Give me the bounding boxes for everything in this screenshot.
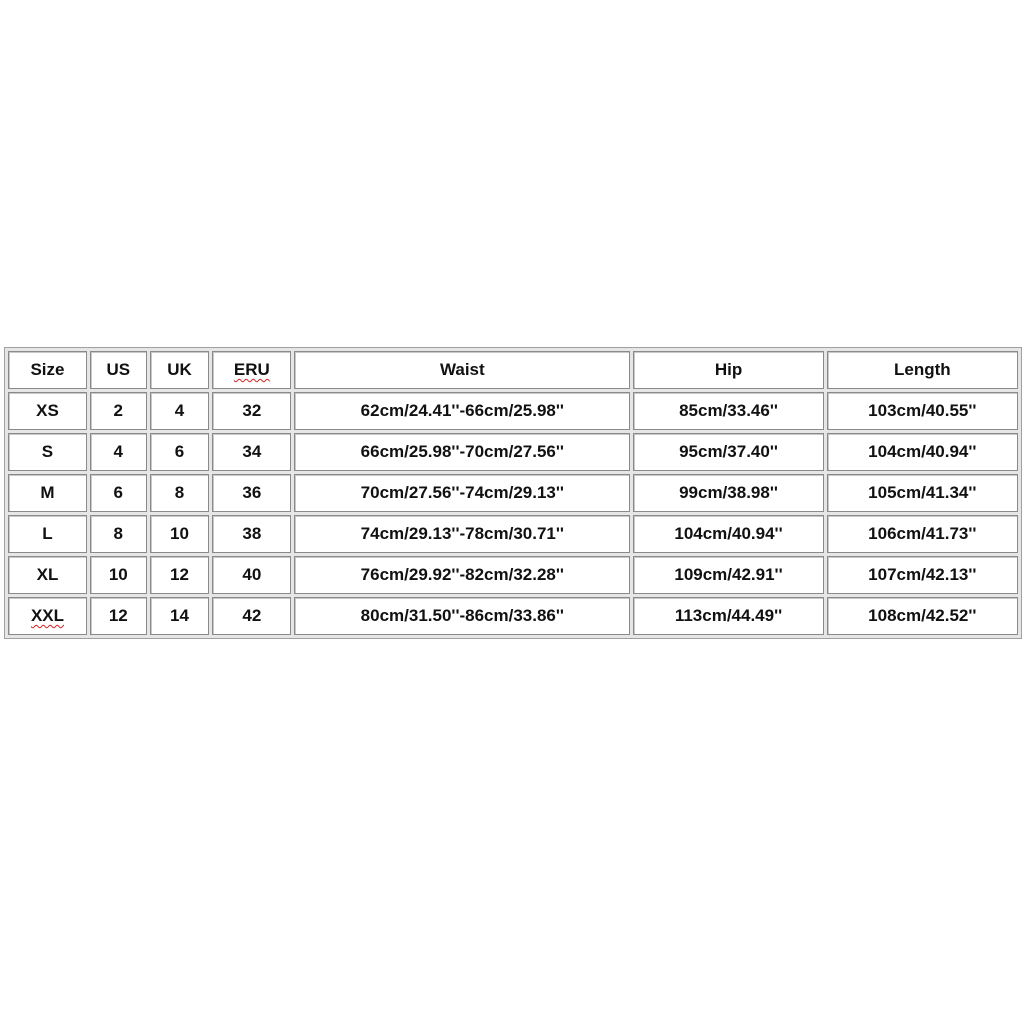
cell-length: 105cm/41.34''	[827, 474, 1018, 512]
cell-size: XL	[8, 556, 87, 594]
cell-waist: 74cm/29.13''-78cm/30.71''	[294, 515, 630, 553]
cell-uk: 12	[150, 556, 210, 594]
cell-size: XS	[8, 392, 87, 430]
header-eru	[212, 351, 291, 389]
header-length: Length	[827, 351, 1018, 389]
cell-hip: 104cm/40.94''	[633, 515, 823, 553]
cell-eru: 40	[212, 556, 291, 594]
cell-size: S	[8, 433, 87, 471]
header-eru-label: ERU	[233, 360, 270, 379]
cell-us: 12	[90, 597, 147, 635]
size-chart-table	[4, 347, 1022, 639]
table-row	[8, 433, 1018, 471]
cell-hip: 99cm/38.98''	[633, 474, 823, 512]
cell-uk: 10	[150, 515, 210, 553]
cell-uk: 14	[150, 597, 210, 635]
cell-length: 107cm/42.13''	[827, 556, 1018, 594]
header-row	[8, 351, 1018, 389]
header-waist: Waist	[294, 351, 630, 389]
cell-waist: 66cm/25.98''-70cm/27.56''	[294, 433, 630, 471]
cell-waist: 70cm/27.56''-74cm/29.13''	[294, 474, 630, 512]
cell-hip: 109cm/42.91''	[633, 556, 823, 594]
cell-length: 106cm/41.73''	[827, 515, 1018, 553]
cell-us: 6	[90, 474, 147, 512]
header-size: Size	[8, 351, 87, 389]
cell-hip: 85cm/33.46''	[633, 392, 823, 430]
cell-eru: 42	[212, 597, 291, 635]
cell-hip: 95cm/37.40''	[633, 433, 823, 471]
cell-us: 8	[90, 515, 147, 553]
cell-size: L	[8, 515, 87, 553]
header-uk: UK	[150, 351, 210, 389]
table-row	[8, 474, 1018, 512]
cell-us: 2	[90, 392, 147, 430]
cell-uk: 4	[150, 392, 210, 430]
table-row	[8, 392, 1018, 430]
cell-waist: 80cm/31.50''-86cm/33.86''	[294, 597, 630, 635]
cell-uk: 8	[150, 474, 210, 512]
cell-eru: 34	[212, 433, 291, 471]
cell-us: 10	[90, 556, 147, 594]
cell-length: 108cm/42.52''	[827, 597, 1018, 635]
table-row	[8, 515, 1018, 553]
cell-size-label: XXL	[30, 606, 64, 625]
table-row	[8, 556, 1018, 594]
cell-size: M	[8, 474, 87, 512]
cell-us: 4	[90, 433, 147, 471]
cell-length: 103cm/40.55''	[827, 392, 1018, 430]
table-row	[8, 597, 1018, 635]
cell-eru: 38	[212, 515, 291, 553]
cell-uk: 6	[150, 433, 210, 471]
cell-eru: 32	[212, 392, 291, 430]
header-us: US	[90, 351, 147, 389]
cell-eru: 36	[212, 474, 291, 512]
header-hip: Hip	[633, 351, 823, 389]
cell-size	[8, 597, 87, 635]
cell-hip: 113cm/44.49''	[633, 597, 823, 635]
cell-waist: 62cm/24.41''-66cm/25.98''	[294, 392, 630, 430]
cell-waist: 76cm/29.92''-82cm/32.28''	[294, 556, 630, 594]
cell-length: 104cm/40.94''	[827, 433, 1018, 471]
